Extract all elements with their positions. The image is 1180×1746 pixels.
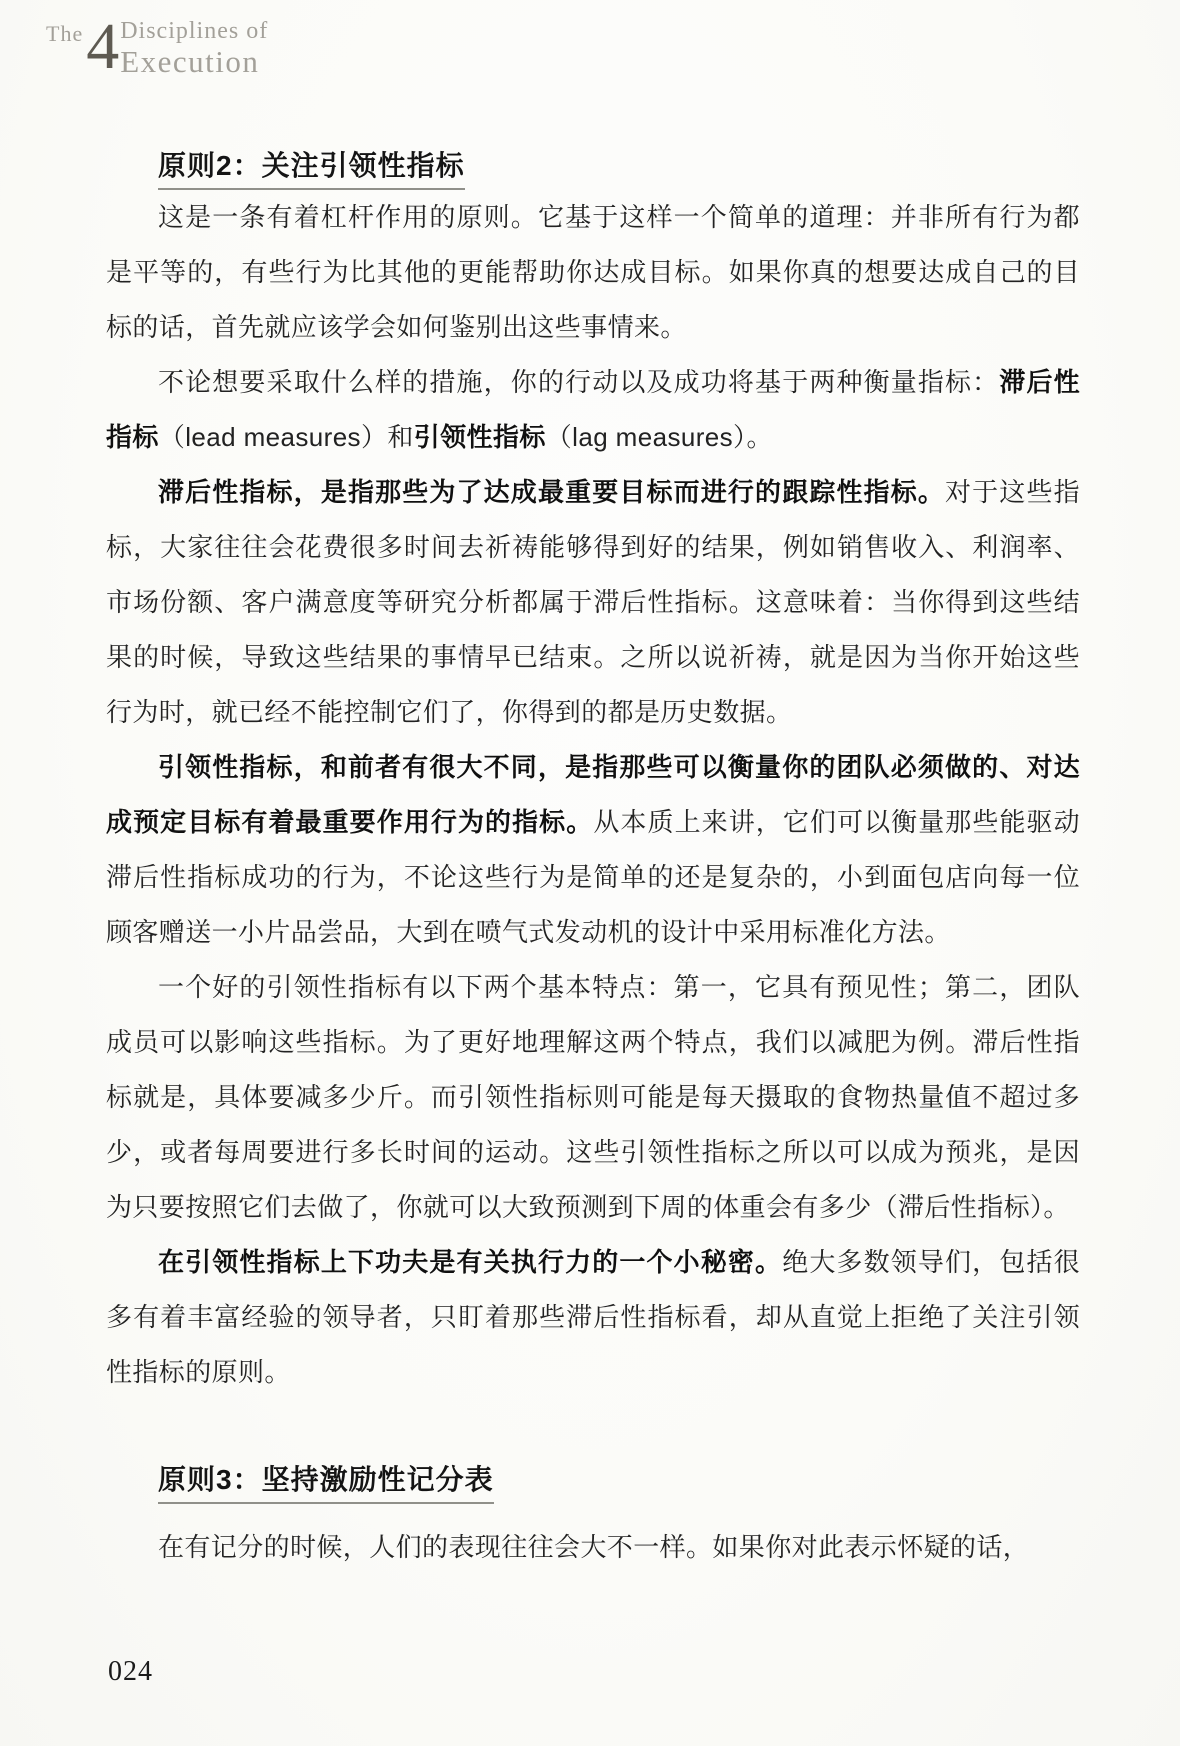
section-heading-text: 原则3：坚持激励性记分表: [158, 1464, 494, 1504]
paragraph-execution-secret: 在引领性指标上下功夫是有关执行力的一个小秘密。绝大多数领导们，包括很多有着丰富经验的领导者，只盯着那些滞后性指标看，却从直觉上拒绝了关注引领性指标的原则。: [106, 1247, 1080, 1387]
logo-execution: Execution: [120, 44, 260, 79]
paragraph-lag-measures: 滞后性指标，是指那些为了达成最重要目标而进行的跟踪性指标。对于这些指标，大家往往会花费很多时间去祈祷能够得到好的结果，例如销售收入、利润率、市场份额、客户满意度等研究分析都属于滞后性指标。这意味着：当你得到这些结果的时候，导致这些结果的事情早已结束。之所以说祈祷，就是因为当你开始这些行为时，就已经不能控制它们了，你得到的都是历史数据。: [106, 477, 1080, 727]
logo-wordmark: [120, 18, 268, 80]
paragraph-lever-principle: 这是一条有着杠杆作用的原则。它基于这样一个简单的道理：并非所有行为都是平等的，有些行为比其他的更能帮助你达成目标。如果你真的想要达成自己的目标的话，首先就应该学会如何鉴别出这些事情来。: [106, 202, 1080, 342]
section-heading-principle-3: [106, 1460, 1080, 1500]
paragraph-lead-traits: 一个好的引领性指标有以下两个基本特点：第一，它具有预见性；第二，团队成员可以影响这些指标。为了更好地理解这两个特点，我们以减肥为例。滞后性指标就是，具体要减多少斤。而引领性指标则可能是每天摄取的食物热量值不超过多少，或者每周要进行多长时间的运动。这些引领性指标之所以可以成为预兆，是因为只要按照它们去做了，你就可以大致预测到下周的体重会有多少（滞后性指标）。: [106, 972, 1080, 1222]
section-heading-text: 原则2：关注引领性指标: [158, 150, 465, 190]
book-logo: [46, 10, 269, 83]
paragraph-two-measures: 不论想要采取什么样的措施，你的行动以及成功将基于两种衡量指标：滞后性指标（lead measures）和引领性指标（lag measures）。: [106, 367, 1081, 452]
logo-number-4: 4: [86, 10, 120, 83]
logo-the: The: [46, 21, 84, 46]
logo-disciplines-of: Disciplines of: [120, 18, 269, 44]
paragraph-scoreboard: 在有记分的时候，人们的表现往往会大不一样。如果你对此表示怀疑的话，: [158, 1532, 1030, 1562]
paragraph-lead-measures: 引领性指标，和前者有很大不同，是指那些可以衡量你的团队必须做的、对达成预定目标有着最重要作用行为的指标。从本质上来讲，它们可以衡量那些能驱动滞后性指标成功的行为，不论这些行为是简单的还是复杂的，小到面包店向每一位顾客赠送一小片品尝品，大到在喷气式发动机的设计中采用标准化方法。: [106, 752, 1081, 947]
page-content: [106, 0, 1080, 1575]
page-number: 024: [108, 1656, 153, 1687]
section-heading-principle-2: [106, 146, 1080, 186]
